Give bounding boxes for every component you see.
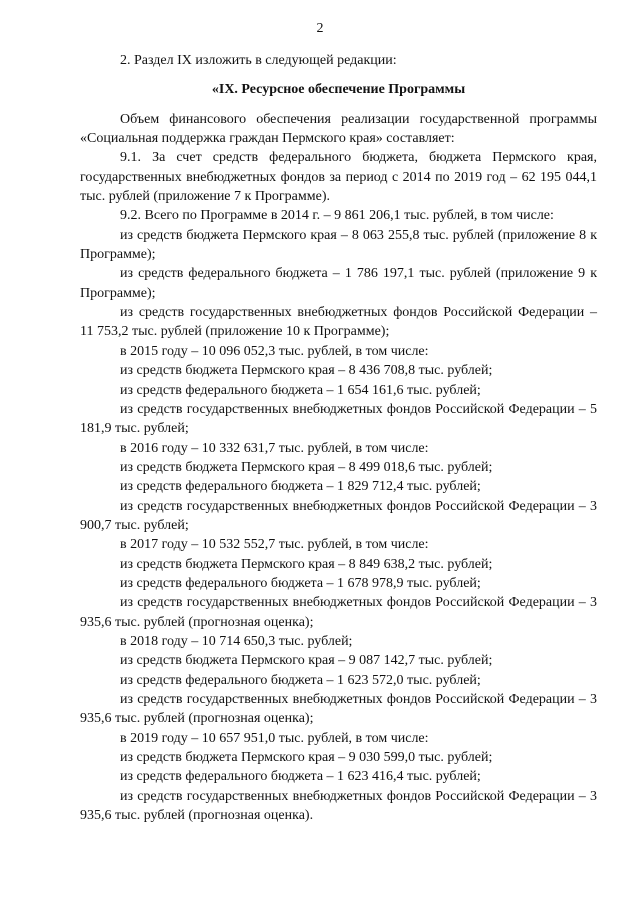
paragraph: в 2017 году – 10 532 552,7 тыс. рублей, в том числе: xyxy=(120,537,429,553)
paragraph: из средств федерального бюджета – 1 654 161,6 тыс. рублей; xyxy=(120,382,481,398)
paragraph: 9.2. Всего по Программе в 2014 г. – 9 861 206,1 тыс. рублей, в том числе: xyxy=(120,208,554,224)
section-paragraphs xyxy=(80,110,597,826)
paragraph: в 2015 году – 10 096 052,3 тыс. рублей, в том числе: xyxy=(120,343,429,359)
paragraph: Объем финансового обеспечения реализации государственной программы «Социальная поддержка граждан Пермского края» составляет: xyxy=(80,111,597,147)
paragraph: в 2018 году – 10 714 650,3 тыс. рублей; xyxy=(120,633,353,649)
paragraph: из средств государственных внебюджетных фондов Российской Федерации – 3 900,7 тыс. рублей; xyxy=(80,498,597,533)
paragraph: 9.1. За счет средств федерального бюджета, бюджета Пермского края, государственных внебюджетных фондов за период с 2014 по 2019 год – 62 195 044,1 тыс. рублей (приложение 7 к Программе). xyxy=(80,150,597,205)
section-title: «IX. Ресурсное обеспечение Программы xyxy=(211,82,466,98)
paragraph: в 2019 году – 10 657 951,0 тыс. рублей, в том числе: xyxy=(120,730,429,746)
paragraph: из средств бюджета Пермского края – 8 499 018,6 тыс. рублей; xyxy=(120,459,493,475)
paragraph: из средств государственных внебюджетных фондов Российской Федерации – 3 935,6 тыс. рублей (прогнозная оценка); xyxy=(80,595,597,630)
page-number: 2 xyxy=(316,21,324,36)
paragraph: из средств федерального бюджета – 1 786 197,1 тыс. рублей (приложение 9 к Программе); xyxy=(80,266,597,301)
paragraph: из средств государственных внебюджетных фондов Российской Федерации – 3 935,6 тыс. рублей (прогнозная оценка); xyxy=(80,692,597,727)
paragraph: из средств федерального бюджета – 1 623 416,4 тыс. рублей; xyxy=(120,769,481,785)
paragraph: из средств государственных внебюджетных фондов Российской Федерации – 5 181,9 тыс. рублей; xyxy=(80,401,597,437)
paragraph: из средств федерального бюджета – 1 829 712,4 тыс. рублей; xyxy=(120,479,481,495)
paragraph: из средств федерального бюджета – 1 678 978,9 тыс. рублей; xyxy=(120,575,481,591)
paragraph: из средств бюджета Пермского края – 8 063 255,8 тыс. рублей (приложение 8 к Программе); xyxy=(80,227,597,263)
amendment-intro: 2. Раздел IX изложить в следующей редакции: xyxy=(120,53,397,68)
paragraph: из средств государственных внебюджетных фондов Российской Федерации – 11 753,2 тыс. рублей (приложение 10 к Программе); xyxy=(80,305,597,340)
paragraph: из средств бюджета Пермского края – 8 849 638,2 тыс. рублей; xyxy=(120,556,493,572)
paragraph: из средств бюджета Пермского края – 9 087 142,7 тыс. рублей; xyxy=(120,653,493,669)
paragraph: из средств бюджета Пермского края – 8 436 708,8 тыс. рублей; xyxy=(120,363,493,379)
document-body xyxy=(80,51,597,825)
paragraph: из средств федерального бюджета – 1 623 572,0 тыс. рублей; xyxy=(120,672,481,688)
paragraph: в 2016 году – 10 332 631,7 тыс. рублей, в том числе: xyxy=(120,440,429,456)
paragraph: из средств государственных внебюджетных фондов Российской Федерации – 3 935,6 тыс. рублей (прогнозная оценка). xyxy=(80,788,597,824)
paragraph: из средств бюджета Пермского края – 9 030 599,0 тыс. рублей; xyxy=(120,750,493,766)
